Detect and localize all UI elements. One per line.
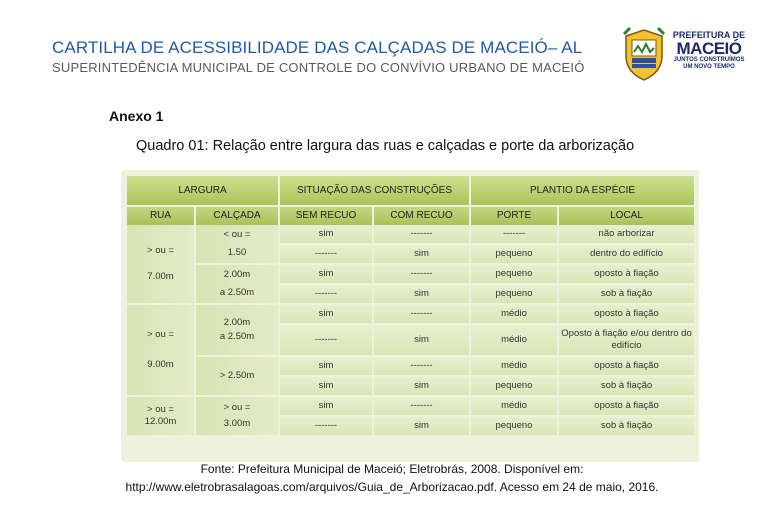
sem-recuo-cell: sim xyxy=(279,225,373,244)
com-recuo-cell: sim xyxy=(373,244,470,264)
calcada-cell xyxy=(195,356,279,396)
calcada-cell xyxy=(195,225,279,264)
local-cell: oposto à fiação xyxy=(558,264,695,284)
calcada-value: < ou = xyxy=(223,229,251,240)
logo-line-1: PREFEITURA DE xyxy=(672,30,746,40)
com-recuo-cell: ------- xyxy=(373,225,470,244)
sem-recuo-cell: ------- xyxy=(279,324,373,356)
logo-line-2: MACEIÓ xyxy=(676,39,742,58)
calcada-value: a 2.50m xyxy=(219,331,255,342)
arborization-table xyxy=(127,176,696,437)
calcada-value: 3.00m xyxy=(223,418,251,429)
table-row xyxy=(127,225,695,244)
local-cell: oposto à fiação xyxy=(558,396,695,416)
porte-cell: médio xyxy=(470,356,558,376)
prefeitura-logo xyxy=(620,26,745,82)
local-cell: sob à fiação xyxy=(558,284,695,304)
rua-value: > ou = xyxy=(147,245,174,256)
header-rua: RUA xyxy=(127,206,195,225)
calcada-value: > ou = xyxy=(223,402,251,413)
header-calcada: CALÇADA xyxy=(195,206,279,225)
local-cell: sob à fiação xyxy=(558,376,695,396)
com-recuo-cell: ------- xyxy=(373,396,470,416)
sem-recuo-cell: sim xyxy=(279,304,373,324)
local-cell: dentro do edifício xyxy=(558,244,695,264)
local-cell: oposto à fiação xyxy=(558,304,695,324)
calcada-value: 1.50 xyxy=(227,247,247,258)
sem-recuo-cell: ------- xyxy=(279,284,373,304)
porte-cell: médio xyxy=(470,396,558,416)
rua-value: > ou = xyxy=(147,329,174,340)
calcada-value: a 2.50m xyxy=(219,287,255,298)
table-caption: Quadro 01: Relação entre largura das ruas e calçadas e porte da arborização xyxy=(136,138,635,154)
com-recuo-cell: sim xyxy=(373,284,470,304)
document-title: CARTILHA DE ACESSIBILIDADE DAS CALÇADAS DE MACEIÓ– AL xyxy=(52,38,583,57)
porte-cell: médio xyxy=(470,304,558,324)
com-recuo-cell: sim xyxy=(373,416,470,436)
rua-value: > ou = xyxy=(147,404,174,415)
header-local: LOCAL xyxy=(558,206,695,225)
table-row xyxy=(127,356,695,376)
rua-value: 9.00m xyxy=(147,359,174,370)
porte-cell: ------- xyxy=(470,225,558,244)
source-url: http://www.eletrobrasalagoas.com/arquivos/Guia_de_Arborizacao.pdf. Acesso em 24 de maio, 2016. xyxy=(125,480,659,494)
rua-value: 7.00m xyxy=(147,271,174,282)
local-cell: oposto à fiação xyxy=(558,356,695,376)
com-recuo-cell: ------- xyxy=(373,264,470,284)
porte-cell: pequeno xyxy=(470,416,558,436)
porte-cell: pequeno xyxy=(470,284,558,304)
table-container xyxy=(121,170,699,462)
logo-line-4: UM NOVO TEMPO xyxy=(683,64,735,70)
calcada-value: 2.00m xyxy=(223,317,251,328)
table-row xyxy=(127,264,695,284)
sem-recuo-cell: ------- xyxy=(279,416,373,436)
rua-value: 12.00m xyxy=(144,416,177,427)
rua-cell xyxy=(127,225,195,304)
header-plantio: PLANTIO DA ESPÉCIE xyxy=(470,176,695,206)
porte-cell: pequeno xyxy=(470,244,558,264)
header-sem-recuo: SEM RECUO xyxy=(279,206,373,225)
source-note: Fonte: Prefeitura Municipal de Maceió; Eletrobrás, 2008. Disponível em: xyxy=(200,462,584,476)
com-recuo-cell: ------- xyxy=(373,356,470,376)
rua-cell xyxy=(127,396,195,436)
header-largura: LARGURA xyxy=(127,176,279,206)
com-recuo-cell: sim xyxy=(373,324,470,356)
porte-cell: médio xyxy=(470,324,558,356)
sem-recuo-cell: ------- xyxy=(279,244,373,264)
sem-recuo-cell: sim xyxy=(279,264,373,284)
calcada-value: > 2.50m xyxy=(219,370,255,381)
calcada-cell xyxy=(195,264,279,304)
porte-cell: pequeno xyxy=(470,376,558,396)
porte-cell: pequeno xyxy=(470,264,558,284)
header-com-recuo: COM RECUO xyxy=(373,206,470,225)
sem-recuo-cell: sim xyxy=(279,396,373,416)
com-recuo-cell: sim xyxy=(373,376,470,396)
table-row xyxy=(127,304,695,324)
calcada-cell xyxy=(195,304,279,356)
sem-recuo-cell: sim xyxy=(279,376,373,396)
city-crest-icon xyxy=(620,26,668,82)
com-recuo-cell: ------- xyxy=(373,304,470,324)
header-situacao: SITUAÇÃO DAS CONSTRUÇÕES xyxy=(279,176,470,206)
header-porte: PORTE xyxy=(470,206,558,225)
table-row xyxy=(127,396,695,416)
local-cell: sob à fiação xyxy=(558,416,695,436)
calcada-value: 2.00m xyxy=(223,269,251,280)
local-cell: Oposto à fiação e/ou dentro do edifício xyxy=(558,324,695,356)
annex-label: Anexo 1 xyxy=(109,108,164,124)
rua-cell xyxy=(127,304,195,396)
calcada-cell xyxy=(195,396,279,436)
local-cell: não arborizar xyxy=(558,225,695,244)
document-subtitle: SUPERINTEDÊNCIA MUNICIPAL DE CONTROLE DO CONVÍVIO URBANO DE MACEIÓ xyxy=(52,60,585,75)
logo-line-3: JUNTOS CONSTRUÍMOS xyxy=(673,57,745,63)
sem-recuo-cell: sim xyxy=(279,356,373,376)
